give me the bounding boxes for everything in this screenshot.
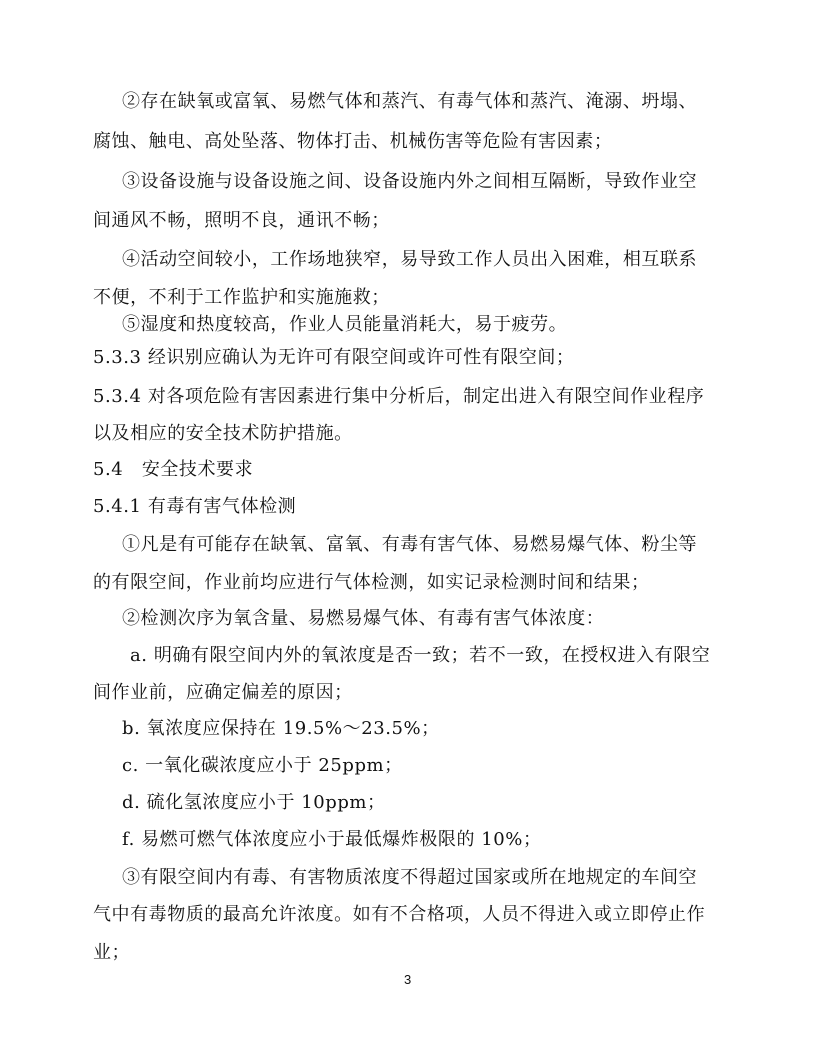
paragraph-line: ⑤湿度和热度较高，作业人员能量消耗大，易于疲劳。 <box>122 314 568 335</box>
section-heading-5-4: 5.4 安全技术要求 <box>93 459 254 480</box>
paragraph-line: ④活动空间较小，工作场地狭窄，易导致工作人员出入困难，相互联系 <box>122 249 698 270</box>
section-heading-5-3-3: 5.3.3 经识别应确认为无许可有限空间或许可性有限空间； <box>93 347 575 368</box>
paragraph-line: ③有限空间内有毒、有害物质浓度不得超过国家或所在地规定的车间空 <box>122 867 698 888</box>
list-item: d. 硫化氢浓度应小于 10ppm； <box>122 792 386 813</box>
paragraph-line: 不便，不利于工作监护和实施施救； <box>93 287 390 308</box>
paragraph-line: ①凡是有可能存在缺氧、富氧、有毒有害气体、易燃易爆气体、粉尘等 <box>122 534 698 555</box>
paragraph-line: 腐蚀、触电、高处坠落、物体打击、机械伤害等危险有害因素； <box>93 131 613 152</box>
paragraph-line: ③设备设施与设备设施之间、设备设施内外之间相互隔断，导致作业空 <box>122 171 698 192</box>
paragraph-line: 业； <box>93 942 131 963</box>
paragraph-line: 的有限空间，作业前均应进行气体检测，如实记录检测时间和结果； <box>93 572 650 593</box>
paragraph-line: 气中有毒物质的最高允许浓度。如有不合格项，人员不得进入或立即停止作 <box>93 904 706 925</box>
list-item: f. 易燃可燃气体浓度应小于最低爆炸极限的 10%； <box>122 829 542 850</box>
paragraph-line: 间作业前，应确定偏差的原因； <box>93 682 353 703</box>
list-item: a. 明确有限空间内外的氧浓度是否一致；若不一致，在授权进入有限空 <box>130 645 711 666</box>
section-heading-5-3-4: 5.3.4 对各项危险有害因素进行集中分析后，制定出进入有限空间作业程序 <box>93 386 705 407</box>
page-number: 3 <box>404 972 412 987</box>
paragraph-line: ②检测次序为氧含量、易燃易爆气体、有毒有害气体浓度： <box>122 608 605 629</box>
list-item: c. 一氧化碳浓度应小于 25ppm； <box>122 755 403 776</box>
paragraph-line: ②存在缺氧或富氧、易燃气体和蒸汽、有毒气体和蒸汽、淹溺、坍塌、 <box>122 91 698 112</box>
section-heading-5-4-1: 5.4.1 有毒有害气体检测 <box>93 496 297 517</box>
list-item: b. 氧浓度应保持在 19.5%～23.5%； <box>122 718 440 739</box>
paragraph-line: 间通风不畅，照明不良，通讯不畅； <box>93 210 390 231</box>
paragraph-line: 以及相应的安全技术防护措施。 <box>93 423 353 444</box>
